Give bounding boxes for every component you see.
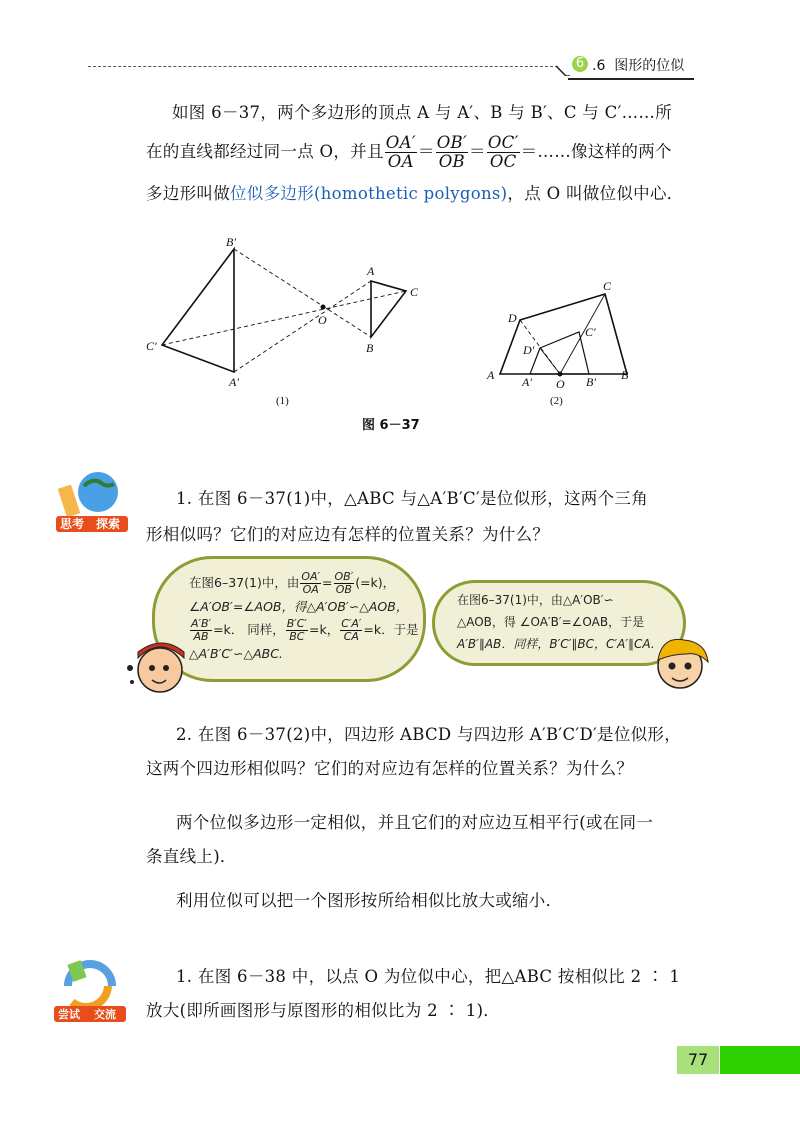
svg-text:思考: 思考: [60, 517, 85, 531]
think-q2-line1: 2. 在图 6－37(2)中，四边形 ABCD 与四边形 A′B′C′D′是位似形，: [176, 725, 682, 744]
ratio-oc: $\frac{OC'}{OC}$: [487, 133, 519, 171]
cartoon-boy-right: [648, 632, 714, 692]
header-underline: [568, 78, 694, 80]
page-number: 77: [677, 1046, 719, 1074]
trial-q1-line1: 1. 在图 6－38 中，以点 O 为位似中心，把△ABC 按相似比 2 ∶ 1: [176, 967, 681, 986]
think-q1-line2: 形相似吗？它们的对应边有怎样的位置关系？为什么？: [146, 525, 550, 544]
bubble1-line4: △A′B′C′∽△ABC.: [189, 646, 283, 661]
svg-text:交流: 交流: [94, 1008, 116, 1021]
svg-text:C′: C′: [146, 339, 157, 353]
bubble2-line2: △AOB，得 ∠OA′B′=∠OAB，于是: [457, 615, 645, 629]
bubble1-line3: $\frac{A'B'}{AB}$ =k． 同样， $\frac{B'C'}{BC}$ =k， $\frac{C'A'}{CA}$ =k．于是: [191, 617, 419, 643]
header-dashed-rule: [88, 66, 558, 67]
section-number-badge: 6: [572, 56, 588, 72]
term-homothetic: 位似多边形: [230, 184, 314, 203]
figure-6-37: [130, 228, 670, 418]
svg-text:探索: 探索: [96, 517, 121, 531]
cartoon-boy-left: [120, 632, 192, 696]
svg-text:C: C: [603, 279, 612, 293]
trial-q1-line2: 放大(即所画图形与原图形的相似比为 2 ∶ 1)．: [146, 1001, 501, 1020]
conclusion-line1: 两个位似多边形一定相似，并且它们的对应边互相平行(或在同一: [176, 813, 654, 832]
intro-line-2: 在的直线都经过同一点 O，并且 $\frac{OA'}{OA}$ ＝ $\frac{OB'}{OB}$ ＝ $\frac{OC'}{OC}$ ＝……像这样的两个: [146, 133, 672, 171]
svg-text:A′: A′: [229, 375, 239, 389]
svg-text:B′: B′: [586, 375, 596, 389]
ratio-ob: $\frac{OB'}{OB}$: [436, 133, 467, 171]
section-title: .6 图形的位似: [592, 58, 685, 74]
svg-text:尝试: 尝试: [58, 1008, 80, 1021]
use-sentence: 利用位似可以把一个图形按所给相似比放大或缩小．: [176, 891, 563, 910]
figure-6-37-part2: [500, 294, 627, 376]
svg-text:B′: B′: [226, 235, 236, 249]
svg-text:A′: A′: [522, 375, 532, 389]
svg-text:C′: C′: [585, 325, 596, 339]
svg-text:A: A: [487, 368, 495, 382]
think-q1-line1: 1. 在图 6－37(1)中，△ABC 与△A′B′C′是位似形，这两个三角: [176, 489, 648, 508]
intro-line-1: 如图 6－37，两个多边形的顶点 A 与 A′、B 与 B′、C 与 C′……所: [172, 103, 673, 122]
svg-text:C: C: [410, 285, 419, 299]
svg-text:A: A: [367, 264, 375, 278]
header-angle-decoration: [556, 58, 570, 76]
sub1-caption: (1): [276, 395, 289, 407]
svg-text:D: D: [508, 311, 517, 325]
sub2-caption: (2): [550, 395, 563, 407]
answer-bubble-1: [152, 556, 426, 682]
think-explore-icon: [48, 458, 130, 540]
try-exchange-icon: [48, 946, 130, 1028]
svg-text:B: B: [366, 341, 374, 355]
term-english: (homothetic polygons): [314, 184, 508, 203]
svg-text:B: B: [621, 368, 629, 382]
svg-text:O: O: [556, 377, 565, 391]
bubble1-line1: 在图6–37(1)中，由 $\frac{OA'}{OA}$ = $\frac{OB'}{OB}$ (=k)，: [189, 570, 396, 596]
svg-text:O: O: [318, 313, 327, 327]
ratio-oa: $\frac{OA'}{OA}$: [385, 133, 416, 171]
bubble1-line2: ∠A′OB′=∠AOB，得△A′OB′∽△AOB，: [189, 599, 409, 614]
intro-line-3: 多边形叫做位似多边形(homothetic polygons)，点 O 叫做位似中心．: [146, 184, 684, 203]
conclusion-line2: 条直线上)．: [146, 847, 237, 866]
figure-caption: 图 6－37: [362, 418, 420, 433]
think-q2-line2: 这两个四边形相似吗？它们的对应边有怎样的位置关系？为什么？: [146, 759, 634, 778]
bubble2-line3: A′B′∥AB．同样，B′C′∥BC，C′A′∥CA.: [457, 637, 655, 651]
svg-text:D′: D′: [523, 343, 535, 357]
bubble2-line1: 在图6–37(1)中，由△A′OB′∽: [457, 593, 614, 607]
page-accent-bar: [720, 1046, 800, 1074]
